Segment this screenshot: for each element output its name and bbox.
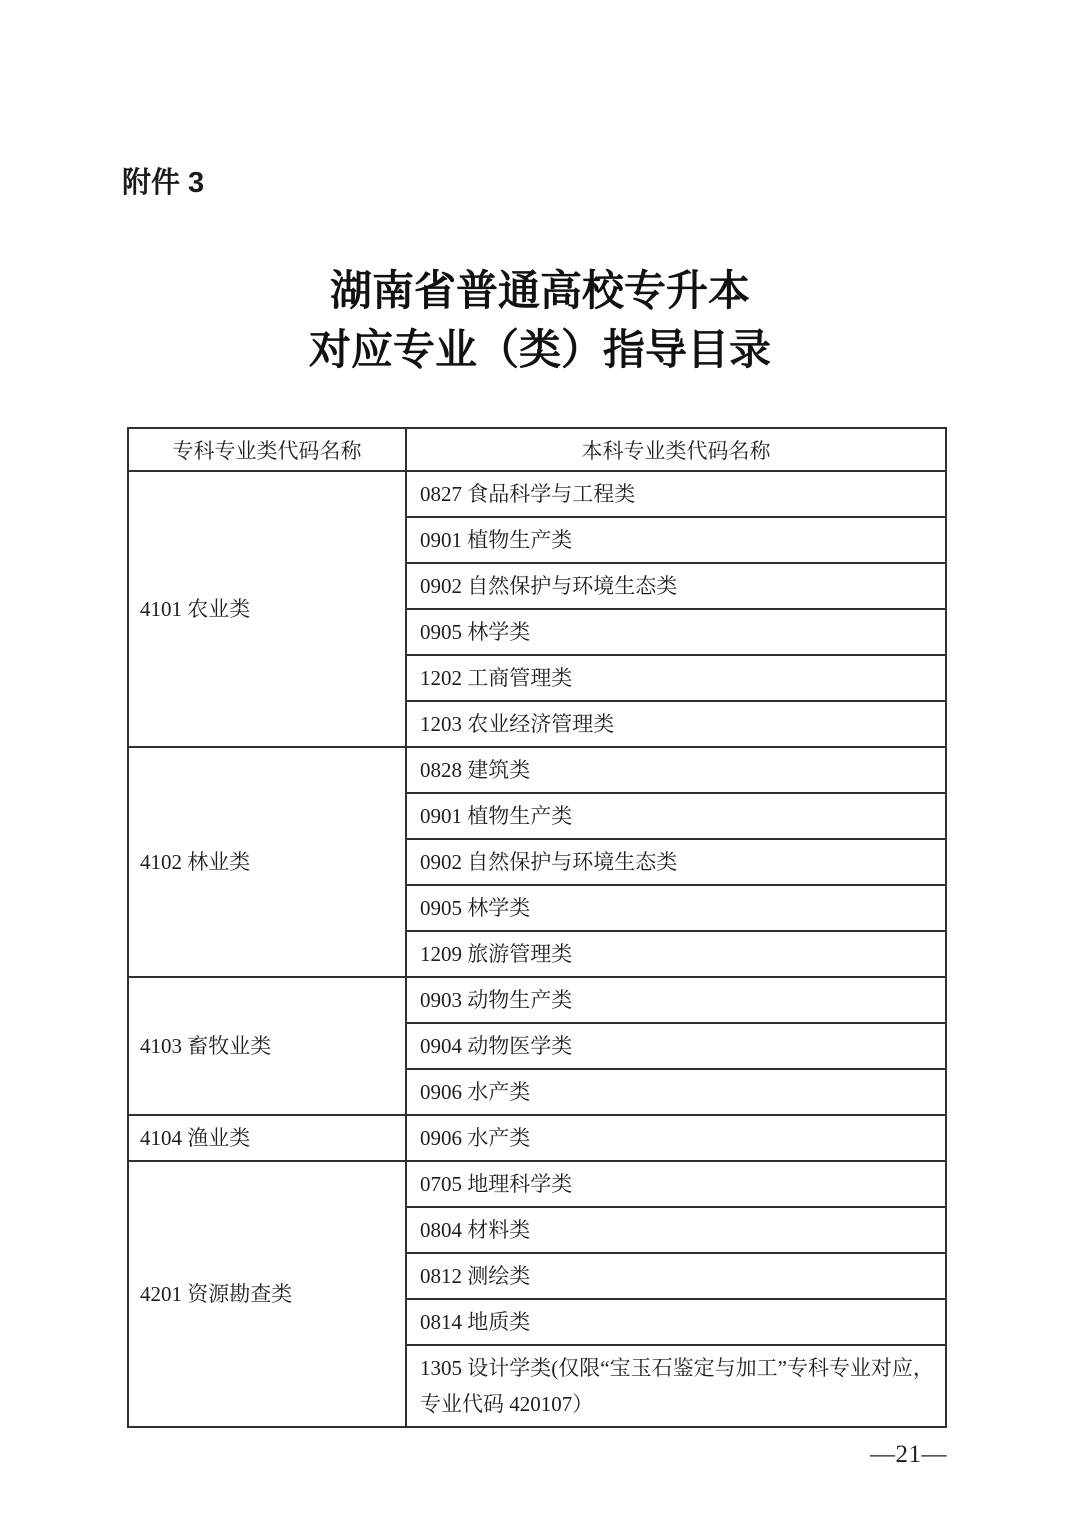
table-row xyxy=(128,747,946,793)
document-title-line-1: 湖南省普通高校专升本 xyxy=(329,269,750,315)
table-row xyxy=(128,1115,946,1161)
bachelor-category-cell: 1209 旅游管理类 xyxy=(406,931,946,977)
document-title xyxy=(0,263,1080,381)
table-header-row xyxy=(128,428,946,471)
college-category-cell: 4104 渔业类 xyxy=(128,1115,406,1161)
bachelor-category-cell: 0902 自然保护与环境生态类 xyxy=(406,839,946,885)
bachelor-category-cell: 0905 林学类 xyxy=(406,885,946,931)
bachelor-category-cell: 0904 动物医学类 xyxy=(406,1023,946,1069)
major-mapping-table xyxy=(127,427,947,1428)
document-title-line-2: 对应专业（类）指导目录 xyxy=(308,328,771,374)
bachelor-category-cell: 0906 水产类 xyxy=(406,1069,946,1115)
bachelor-category-cell: 0827 食品科学与工程类 xyxy=(406,471,946,517)
bachelor-category-cell: 0903 动物生产类 xyxy=(406,977,946,1023)
bachelor-category-cell: 0705 地理科学类 xyxy=(406,1161,946,1207)
bachelor-category-cell: 0906 水产类 xyxy=(406,1115,946,1161)
column-header-bachelor-category: 本科专业类代码名称 xyxy=(406,428,946,471)
college-category-cell: 4102 林业类 xyxy=(128,747,406,977)
page-number: —21— xyxy=(870,1441,947,1468)
column-header-college-category: 专科专业类代码名称 xyxy=(128,428,406,471)
bachelor-category-cell: 0804 材料类 xyxy=(406,1207,946,1253)
bachelor-category-cell: 1202 工商管理类 xyxy=(406,655,946,701)
table-body xyxy=(128,471,946,1427)
bachelor-category-cell: 0901 植物生产类 xyxy=(406,793,946,839)
attachment-label: 附件 3 xyxy=(122,167,205,199)
college-category-cell: 4201 资源勘查类 xyxy=(128,1161,406,1427)
bachelor-category-cell: 1203 农业经济管理类 xyxy=(406,701,946,747)
bachelor-category-cell: 0902 自然保护与环境生态类 xyxy=(406,563,946,609)
college-category-cell: 4103 畜牧业类 xyxy=(128,977,406,1115)
bachelor-category-cell: 0905 林学类 xyxy=(406,609,946,655)
college-category-cell: 4101 农业类 xyxy=(128,471,406,747)
bachelor-category-cell: 0828 建筑类 xyxy=(406,747,946,793)
bachelor-category-cell: 1305 设计学类(仅限“宝玉石鉴定与加工”专科专业对应，专业代码 420107） xyxy=(406,1345,946,1427)
bachelor-category-cell: 0901 植物生产类 xyxy=(406,517,946,563)
table-row xyxy=(128,1161,946,1207)
bachelor-category-cell: 0814 地质类 xyxy=(406,1299,946,1345)
bachelor-category-cell: 0812 测绘类 xyxy=(406,1253,946,1299)
table-row xyxy=(128,471,946,517)
table-row xyxy=(128,977,946,1023)
